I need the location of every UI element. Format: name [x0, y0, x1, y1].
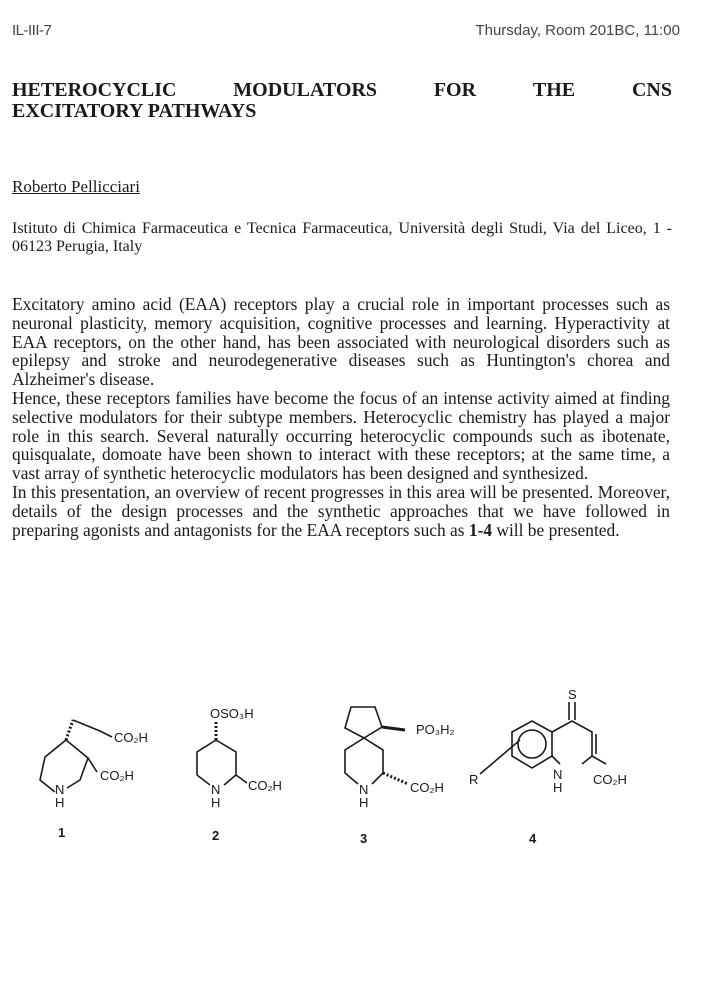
compound-number: 3 [360, 831, 368, 846]
session-info: Thursday, Room 201BC, 11:00 [475, 22, 680, 39]
atom-label: R [469, 772, 479, 787]
structure-4 [469, 687, 627, 846]
author: Roberto Pellicciari [12, 177, 140, 196]
title [12, 80, 672, 122]
structure-2 [197, 706, 282, 843]
group-label: CO₂H [100, 768, 134, 783]
abstract-body [12, 295, 670, 539]
compound-number: 1 [58, 825, 66, 840]
affiliation: Istituto di Chimica Farmaceutica e Tecnica Farmaceutica, Università degli Studi, Via del Liceo, 1 - 06123 Perugia, Italy [12, 220, 672, 255]
paragraph [12, 483, 670, 539]
atom-label: N [211, 782, 221, 797]
atom-label: H [55, 795, 65, 810]
title-word: THE [532, 79, 576, 101]
group-label: OSO₃H [210, 706, 254, 721]
title-word: HETEROCYCLIC [12, 79, 177, 101]
compound-number: 4 [529, 831, 537, 846]
group-label: PO₃H₂ [416, 722, 455, 737]
title-word: MODULATORS [233, 79, 378, 101]
compound-refs: 1-4 [468, 519, 493, 540]
group-label: CO₂H [593, 772, 627, 787]
title-line-2: EXCITATORY PATHWAYS [12, 100, 257, 122]
group-label: CO₂H [114, 730, 148, 745]
atom-label: H [359, 795, 369, 810]
group-label: CO₂H [248, 778, 282, 793]
text: will be presented. [492, 519, 620, 540]
atom-label: N [359, 782, 369, 797]
group-label: CO₂H [410, 780, 444, 795]
paragraph: Hence, these receptors families have become the focus of an intense activity aimed at finding selective modulators for their subtype members. Heterocyclic chemistry has played a major role in this search. Several naturally occurring heterocyclic compounds such as ibotenate, quisqualate, domoate have been shown to interact with these receptors; at the same time, a vast array of synthetic heterocyclic modulators has been designed and synthesized. [12, 387, 670, 484]
atom-label: N [55, 782, 65, 797]
paragraph: Excitatory amino acid (EAA) receptors play a crucial role in important processes such as neuronal plasticity, memory acquisition, cognitive processes and learning. Hyperactivity at EAA receptors, on the other hand, has been associated with neurological disorders such as epilepsy and stroke and neurodegenerative diseases such as Huntington's chorea and Alzheimer's disease. [12, 294, 670, 390]
abstract-code: IL-III-7 [12, 22, 52, 39]
text: In this presentation, an overview of recent progresses in this area will be presented. Moreover, details of the design processes and the synthetic approaches that we have followed in preparing agonists and antagonists for the EAA receptors such as [12, 481, 670, 540]
structure-3 [345, 707, 455, 846]
atom-label: S [568, 687, 577, 702]
chemical-structures [0, 680, 704, 860]
compound-number: 2 [212, 828, 220, 843]
title-word: FOR [433, 79, 477, 101]
atom-label: H [211, 795, 221, 810]
structure-1 [40, 720, 148, 840]
atom-label: H [553, 780, 563, 795]
title-word: CNS [631, 79, 672, 101]
atom-label: N [553, 767, 563, 782]
